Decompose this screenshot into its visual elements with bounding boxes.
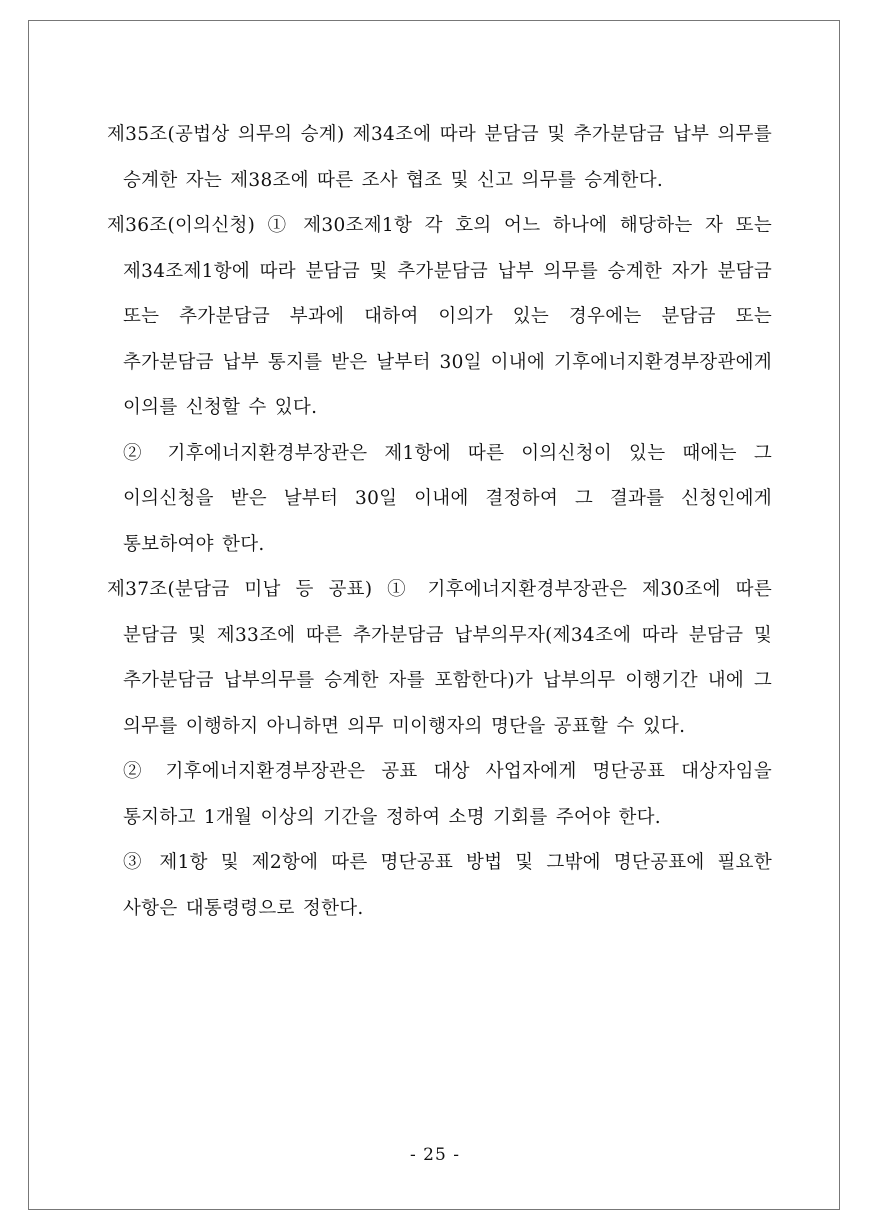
article-35: 제35조(공법상 의무의 승계) 제34조에 따라 분담금 및 추가분담금 납부 의무를 승계한 자는 제38조에 따른 조사 협조 및 신고 의무를 승계한다. bbox=[107, 124, 772, 191]
article-37-clause-2: ② 기후에너지환경부장관은 공표 대상 사업자에게 명단공표 대상자임을 통지하고 1개월 이상의 기간을 정하여 소명 기회를 주어야 한다. bbox=[123, 761, 772, 828]
article-36-clause-2: ② 기후에너지환경부장관은 제1항에 따른 이의신청이 있는 때에는 그 이의신청을 받은 날부터 30일 이내에 결정하여 그 결과를 신청인에게 통보하여야 한다. bbox=[123, 442, 772, 555]
article-36-clause-1: 제36조(이의신청) ① 제30조제1항 각 호의 어느 하나에 해당하는 자 또는 제34조제1항에 따라 분담금 및 추가분담금 납부 의무를 승계한 자가 분담금 또는 추가분담금 부과에 대하여 이의가 있는 경우에는 분담금 또는 추가분담금 납부 통지를 받은 날부터 30일 이내에 기후에너지환경부장관에게 이의를 신청할 수 있다. bbox=[107, 215, 772, 418]
article-37-clause-3: ③ 제1항 및 제2항에 따른 명단공표 방법 및 그밖에 명단공표에 필요한 사항은 대통령령으로 정한다. bbox=[123, 852, 772, 919]
document-body bbox=[107, 112, 772, 931]
article-37-clause-1: 제37조(분담금 미납 등 공표) ① 기후에너지환경부장관은 제30조에 따른 분담금 및 제33조에 따른 추가분담금 납부의무자(제34조에 따라 분담금 및 추가분담금 납부의무를 승계한 자를 포함한다)가 납부의무 이행기간 내에 그 의무를 이행하지 아니하면 의무 미이행자의 명단을 공표할 수 있다. bbox=[107, 579, 772, 737]
page-number: - 25 - bbox=[410, 1145, 460, 1165]
